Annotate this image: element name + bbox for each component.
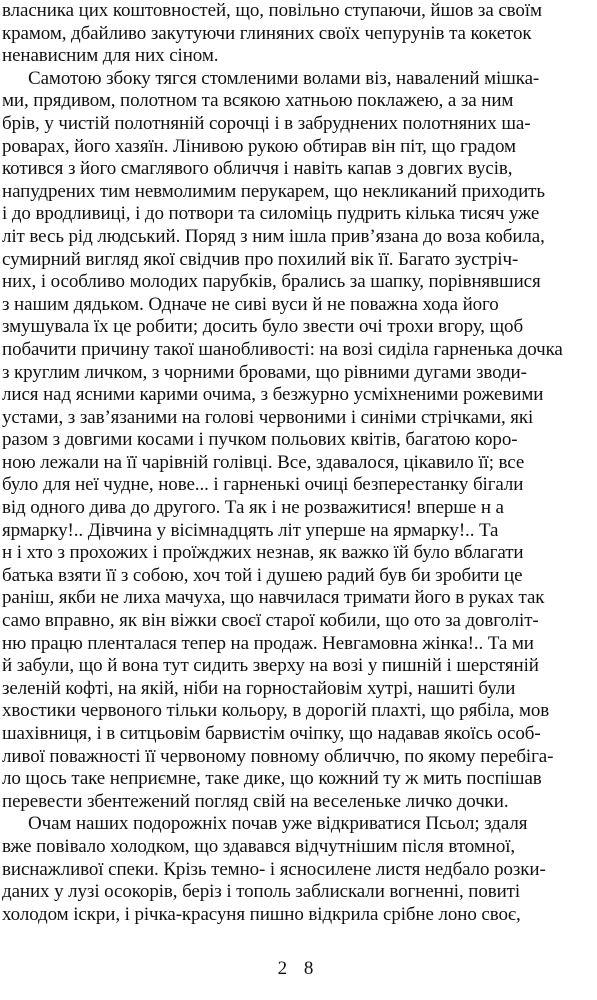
page-number: 2 8: [277, 958, 320, 979]
text-line: було для неї чудне, нове... і гарненькі очиці безперестанку бігали: [2, 474, 524, 496]
text-line: виснажливої спеки. Крізь темно- і ясносилене листя недбало розки-: [2, 858, 546, 880]
text-line: н і хто з прохожих і проїжджих незнав, як важко їй було вблагати: [2, 542, 524, 564]
paragraph-first-line: Самотою збоку тягся стомленими волами віз, навалений мішка-: [28, 67, 540, 89]
text-line: з нашим дядьком. Одначе не сиві вуси й не поважна хода його: [2, 293, 499, 315]
text-line: шахівниця, і в ситцьовім барвистім очіпку, що надавав якоїсь особ-: [2, 723, 541, 744]
text-line: них, і особливо молодих парубків, брались за шапку, порівнявшися: [2, 271, 541, 293]
text-line: раніш, якби не лиха мачуха, що навчилася тримати його в руках так: [2, 587, 545, 609]
text-line: лися над ясними карими очима, з безжурно усміхненими рожевими: [2, 384, 544, 406]
text-line: батька взяти її з собою, хоч той і душею радий був би зробити це: [2, 564, 523, 586]
text-line: ми, прядивом, полотном та всякою хатньою поклажею, а за ним: [2, 90, 514, 112]
text-line: холодом іскри, і річка-красуня пишно відкрила срібне лоно своє,: [2, 903, 521, 925]
text-line: й забули, що й вона тут сидить зверху на возі у пишній і шерстяній: [2, 655, 539, 677]
text-line: перевести збентежений погляд свій на веселеньке личко дочки.: [2, 790, 509, 812]
text-line: ню працю пленталася тепер на продаж. Невгамовна жінка!.. Та ми: [2, 632, 534, 654]
text-line: хвостики червоного тільки кольору, в дорогій плахті, що рябіла, мов: [2, 700, 550, 722]
text-line: крамом, дбайливо закутуючи глиняних своїх чепурунів та кокеток: [2, 22, 532, 44]
text-line: вже повівало холодком, що здавався відчутнішим після втомної,: [2, 835, 516, 857]
text-line: даних у лузі осокорів, беріз і тополь заблискали вогненні, повиті: [2, 881, 521, 903]
text-line: ненависним для них сіном.: [2, 45, 219, 67]
text-line: устами, з зав’язаними на голові червоними і синіми стрічками, які: [2, 406, 534, 428]
text-line: брів, у чистій полотняній сорочці і в забруднених полотняних ша-: [2, 112, 531, 134]
text-line: ло щось таке неприємне, таке дике, що кожний ту ж мить поспішав: [2, 768, 542, 790]
text-line: ливої поважності її червоному повному обличчю, по якому перебіга-: [2, 745, 554, 767]
text-line: і до вродливиці, і до потвори та силоміць пудрить кілька тисяч уже: [2, 203, 540, 225]
text-line: разом з довгими косами і пучком польових квітів, багатою коро-: [2, 429, 518, 451]
text-line: ною лежали на її чарівній голівці. Все, здавалося, цікавило її; все: [2, 451, 525, 473]
text-line: котився з його смаглявого обличчя і навіть капав з довгих вусів,: [2, 158, 513, 180]
text-line: змушувала їх це робити; досить було звести очі трохи вгору, щоб: [2, 316, 524, 338]
text-line: ярмарку!.. Дівчина у вісімнадцять літ уперше на ярмарку!.. Та: [2, 519, 499, 541]
text-line: сумирний вигляд якої свідчив про похилий вік її. Багато зустріч-: [2, 248, 519, 270]
text-line: роварах, його хазяїн. Лінивою рукою обтирав він піт, що градом: [2, 135, 516, 157]
text-line: напудрених тим невмолимим перукарем, що некликаний приходить: [2, 180, 545, 202]
text-line: само вправно, як він віжки своєї старої кобили, що ото за довголіт-: [2, 610, 539, 632]
text-line: літ весь рід людський. Поряд з ним ішла прив’язана до воза кобила,: [2, 225, 545, 247]
body-text: [2, 0, 597, 926]
text-line: від одного дива до другого. Та як і не розважитися! вперше н а: [2, 497, 504, 519]
text-line: з круглим личком, з чорними бровами, що рівними дугами зводи-: [2, 361, 527, 383]
text-line: зеленій кофті, на якій, ніби на горностайовім хутрі, нашиті були: [2, 677, 516, 699]
paragraph-first-line: Очам наших подорожніх почав уже відкриватися Псьол; здаля: [28, 813, 528, 835]
text-line: власника цих коштовностей, що, повільно ступаючи, йшов за своїм: [2, 0, 542, 21]
text-line: побачити причину такої шанобливості: на возі сиділа гарненька дочка: [2, 338, 563, 360]
